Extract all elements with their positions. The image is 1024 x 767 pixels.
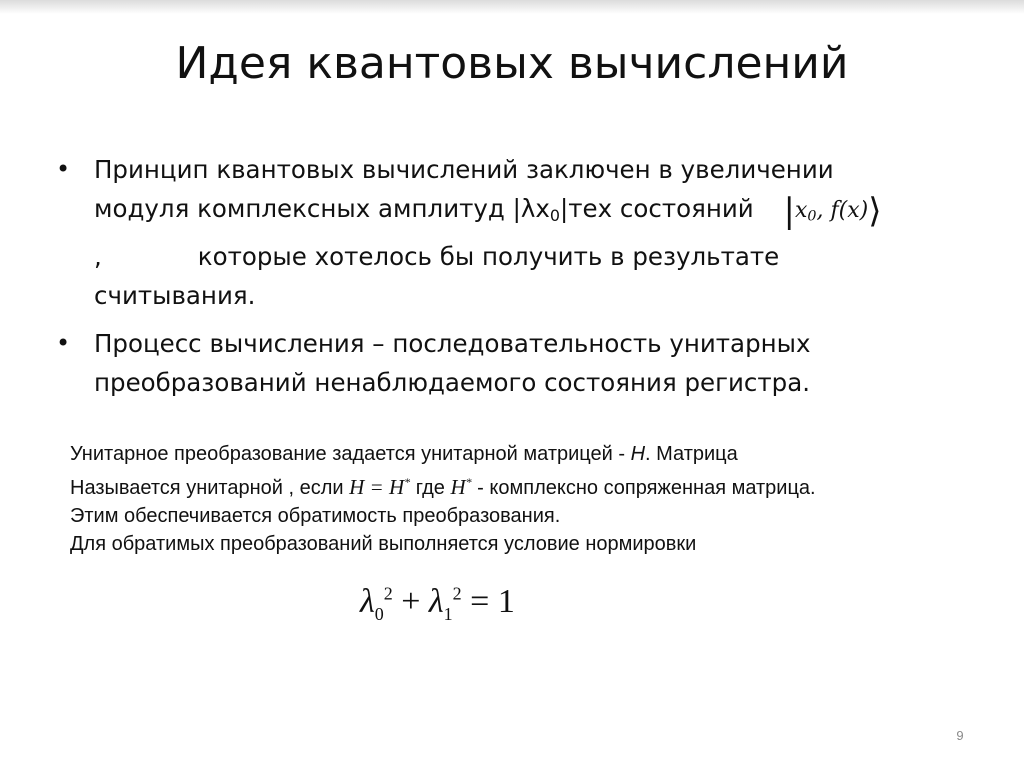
top-shadow <box>0 0 1024 14</box>
inline-formula: H* <box>450 475 472 499</box>
unitary-paragraph <box>70 440 1024 558</box>
bullet-item-process <box>54 324 994 402</box>
paragraph-line: Называется унитарной , если H = H* где H* - комплексно сопряженная матрица. <box>70 475 816 499</box>
bullet-text-line: Процесс вычисления – последовательность унитарных <box>94 328 811 358</box>
bullet-text-line: модуля комплексных амплитуд |λx <box>94 194 550 223</box>
ket-formula: $|x_0$, f(x)⟩ <box>783 191 882 231</box>
bullet-list <box>54 150 994 411</box>
paragraph-line: Унитарное преобразование задается унитарной матрицей - H. Матрица <box>70 443 738 465</box>
paragraph-line: Этим обеспечивается обратимость преобразования. <box>70 505 561 527</box>
slide-title: Идея квантовых вычислений <box>175 38 849 89</box>
normalization-equation: $\lambda_0^2 + \lambda_1^2 = 1$ <box>360 583 515 624</box>
bullet-text-line: Принцип квантовых вычислений заключен в увеличении <box>94 155 834 184</box>
page-number: 9 <box>956 728 964 743</box>
bullet-comma: , <box>94 241 102 271</box>
bullet-text-line: считывания. <box>94 280 256 310</box>
bullet-item-principle <box>54 150 994 315</box>
bullet-text-line: которые хотелось бы получить в результате <box>197 241 780 271</box>
subscript: 0 <box>549 205 561 225</box>
inline-formula: H = H* <box>349 475 411 499</box>
paragraph-line: Для обратимых преобразований выполняется условие нормировки <box>70 533 697 555</box>
bullet-marker: • <box>56 155 71 183</box>
bullet-text-line: |тех состояний <box>560 194 754 223</box>
bullet-text-line: преобразований ненаблюдаемого состояния регистра. <box>94 367 811 397</box>
bullet-marker: • <box>56 328 71 357</box>
